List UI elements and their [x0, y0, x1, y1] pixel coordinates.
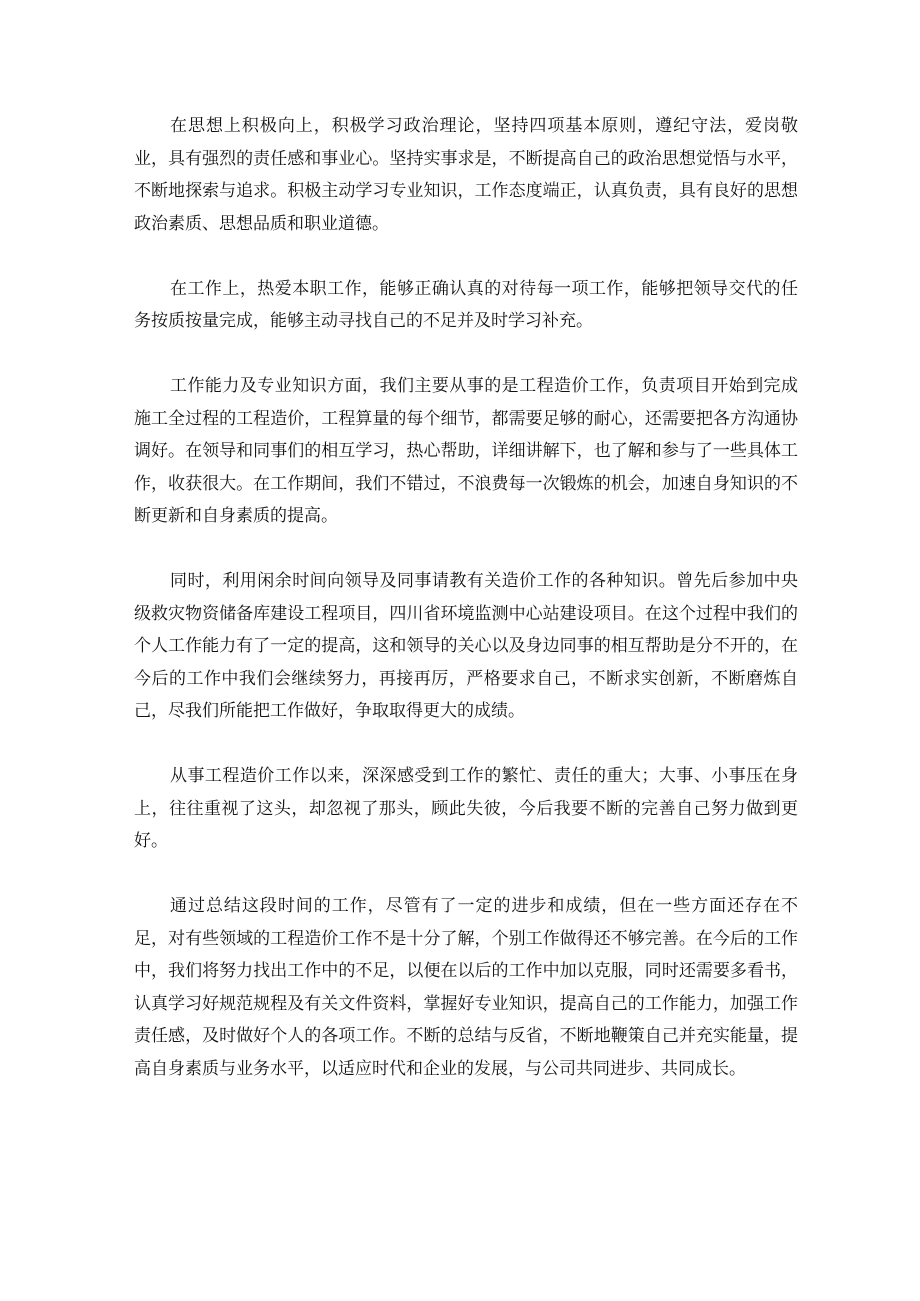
paragraph-work-attitude: 在工作上，热爱本职工作，能够正确认真的对待每一项工作，能够把领导交代的任务按质按量完成，能够主动寻找自己的不足并及时学习补充。 [134, 278, 798, 331]
paragraph-summary: 通过总结这段时间的工作，尽管有了一定的进步和成绩，但在一些方面还存在不足，对有些领域的工程造价工作不是十分了解，个别工作做得还不够完善。在今后的工作中，我们将努力找出工作中的不足，以便在以后的工作中加以克服，同时还需要多看书，认真学习好规范规程及有关文件资料，掌握好专业知识，提高自己的工作能力，加强工作责任感，及时做好个人的各项工作。不断的总结与反省，不断地鞭策自己并充实能量，提高自身素质与业务水平，以适应时代和企业的发展，与公司共同进步、共同成长。 [134, 896, 798, 1079]
paragraph-reflection: 从事工程造价工作以来，深深感受到工作的繁忙、责任的重大；大事、小事压在身上，往往重视了这头，却忽视了那头，顾此失彼，今后我要不断的完善自己努力做到更好。 [134, 766, 798, 851]
document-body [134, 110, 798, 1118]
paragraph-learning-projects: 同时，利用闲余时间向领导及同事请教有关造价工作的各种知识。曾先后参加中央级救灾物资储备库建设工程项目，四川省环境监测中心站建设项目。在这个过程中我们的个人工作能力有了一定的提高，这和领导的关心以及身边同事的相互帮助是分不开的，在今后的工作中我们会继续努力，再接再厉，严格要求自己，不断求实创新，不断磨炼自己，尽我们所能把工作做好，争取取得更大的成绩。 [134, 571, 798, 721]
paragraph-ideology: 在思想上积极向上，积极学习政治理论，坚持四项基本原则，遵纪守法，爱岗敬业，具有强烈的责任感和事业心。坚持实事求是，不断提高自己的政治思想觉悟与水平，不断地探索与追求。积极主动学习专业知识，工作态度端正，认真负责，具有良好的思想政治素质、思想品质和职业道德。 [134, 116, 798, 234]
paragraph-professional-ability: 工作能力及专业知识方面，我们主要从事的是工程造价工作，负责项目开始到完成施工全过程的工程造价，工程算量的每个细节，都需要足够的耐心，还需要把各方沟通协调好。在领导和同事们的相互学习，热心帮助，详细讲解下，也了解和参与了一些具体工作，收获很大。在工作期间，我们不错过，不浪费每一次锻炼的机会，加速自身知识的不断更新和自身素质的提高。 [134, 376, 798, 526]
